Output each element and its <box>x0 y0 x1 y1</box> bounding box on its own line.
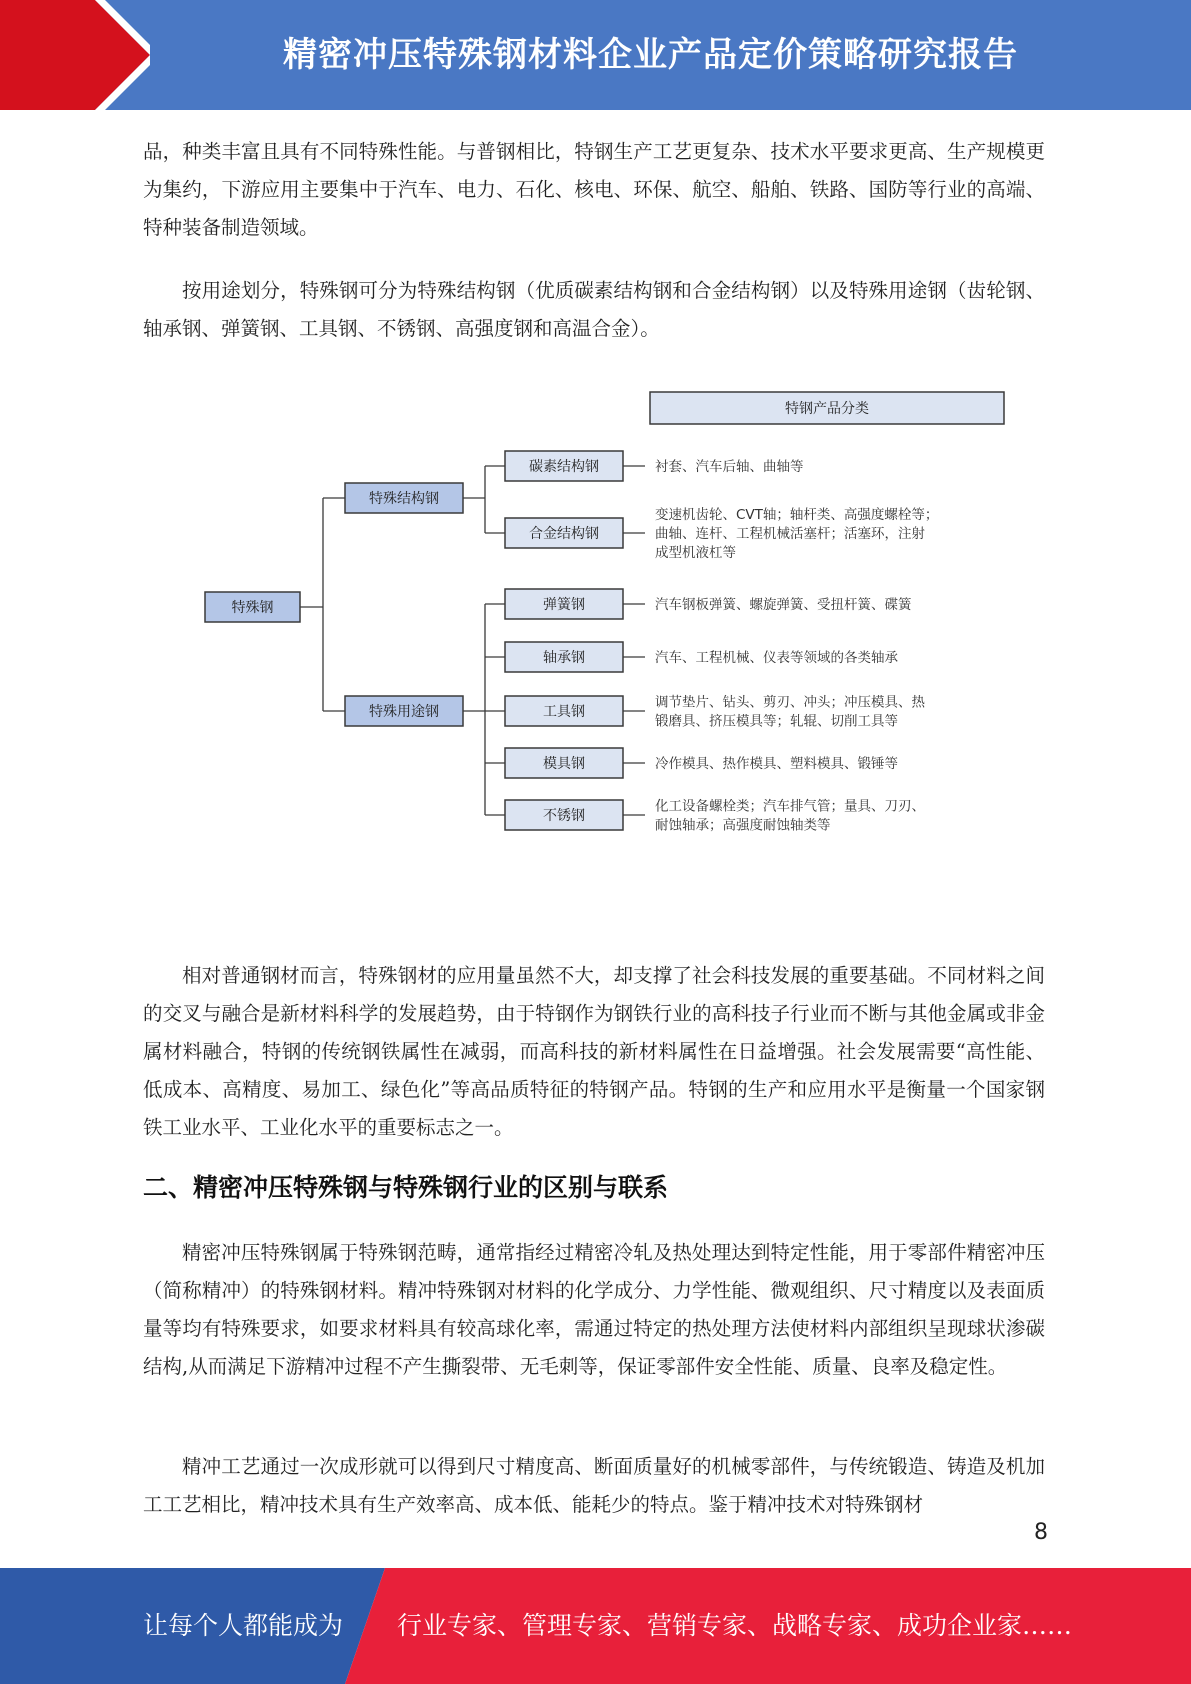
paragraph-1: 品，种类丰富且具有不同特殊性能。与普钢相比，特钢生产工艺更复杂、技术水平要求更高、生产规模更为集约，下游应用主要集中于汽车、电力、石化、核电、环保、航空、船舶、铁路、国防等行业的高端、特种装备制造领域。 <box>143 140 1045 239</box>
leaf-description: 耐蚀轴承；高强度耐蚀轴类等 <box>655 817 831 834</box>
leaf-node-label: 弹簧钢 <box>543 597 585 613</box>
leaf-description: 变速机齿轮、CVT轴；轴杆类、高强度螺栓等； <box>655 507 939 523</box>
page-header <box>0 0 1191 110</box>
paragraph-3: 相对普通钢材而言，特殊钢材的应用量虽然不大，却支撑了社会科技发展的重要基础。不同材料之间的交叉与融合是新材料科学的发展趋势，由于特钢作为钢铁行业的高科技子行业而不断与其他金属或非金属材料融合，特钢的传统钢铁属性在减弱，而高科技的新材料属性在日益增强。社会发展需要“高性能、低成本、高精度、易加工、绿色化”等高品质特征的特钢产品。特钢的生产和应用水平是衡量一个国家钢铁工业水平、工业化水平的重要标志之一。 <box>143 964 1045 1139</box>
body-text-block-4 <box>143 1234 1045 1386</box>
leaf-description: 汽车钢板弹簧、螺旋弹簧、受扭杆簧、碟簧 <box>655 597 912 613</box>
leaf-description: 衬套、汽车后轴、曲轴等 <box>655 459 804 475</box>
diagram-title-label: 特钢产品分类 <box>785 401 869 417</box>
page-footer <box>0 1568 1191 1684</box>
paragraph-2: 按用途划分，特殊钢可分为特殊结构钢（优质碳素结构钢和合金结构钢）以及特殊用途钢（齿轮钢、轴承钢、弹簧钢、工具钢、不锈钢、高强度钢和高温合金）。 <box>143 279 1045 340</box>
footer-slogan-left: 让每个人都能成为 <box>143 1611 344 1640</box>
leaf-node-label: 不锈钢 <box>543 808 585 824</box>
leaf-node-label: 碳素结构钢 <box>529 459 599 475</box>
body-text-block-5 <box>143 1448 1045 1524</box>
body-text-block-3 <box>143 957 1045 1147</box>
leaf-description: 成型机液杠等 <box>655 545 736 561</box>
leaf-description: 汽车、工程机械、仪表等领域的各类轴承 <box>655 650 898 666</box>
report-title: 精密冲压特殊钢材料企业产品定价策略研究报告 <box>283 35 1018 75</box>
leaf-node-label: 模具钢 <box>543 756 585 772</box>
body-text-block-1 <box>143 133 1045 247</box>
steel-classification-diagram <box>200 390 1020 850</box>
header-red-chevron <box>0 0 150 110</box>
body-text-block-2 <box>143 272 1045 348</box>
branch-node-label: 特殊结构钢 <box>369 491 439 507</box>
leaf-description: 调节垫片、钻头、剪刃、冲头；冲压模具、热 <box>655 694 925 711</box>
paragraph-5: 精冲工艺通过一次成形就可以得到尺寸精度高、断面质量好的机械零部件，与传统锻造、铸造及机加工工艺相比，精冲技术具有生产效率高、成本低、能耗少的特点。鉴于精冲技术对特殊钢材 <box>143 1455 1045 1516</box>
page-number: 8 <box>1034 1520 1048 1545</box>
leaf-node-label: 合金结构钢 <box>529 526 599 542</box>
branch-node-label: 特殊用途钢 <box>369 704 439 720</box>
section-heading: 二、精密冲压特殊钢与特殊钢行业的区别与联系 <box>143 1173 669 1202</box>
leaf-description: 锻磨具、挤压模具等；轧辊、切削工具等 <box>655 713 898 730</box>
leaf-node-label: 轴承钢 <box>543 650 585 666</box>
root-node-label: 特殊钢 <box>231 600 274 616</box>
leaf-description: 冷作模具、热作模具、塑料模具、锻锤等 <box>655 756 898 772</box>
paragraph-4: 精密冲压特殊钢属于特殊钢范畴，通常指经过精密冷轧及热处理达到特定性能，用于零部件精密冲压（简称精冲）的特殊钢材料。精冲特殊钢对材料的化学成分、力学性能、微观组织、尺寸精度以及表面质量等均有特殊要求，如要求材料具有较高球化率，需通过特定的热处理方法使材料内部组织呈现球状渗碳结构,从而满足下游精冲过程不产生撕裂带、无毛刺等，保证零部件安全性能、质量、良率及稳定性。 <box>143 1241 1045 1378</box>
leaf-description: 曲轴、连杆、工程机械活塞杆；活塞环，注射 <box>655 526 925 542</box>
classification-tree-svg <box>200 390 1020 850</box>
footer-slogan-right: 行业专家、管理专家、营销专家、战略专家、成功企业家…… <box>397 1611 1073 1640</box>
leaf-node-label: 工具钢 <box>543 704 585 720</box>
leaf-description: 化工设备螺栓类；汽车排气管；量具、刀刃、 <box>655 798 925 815</box>
